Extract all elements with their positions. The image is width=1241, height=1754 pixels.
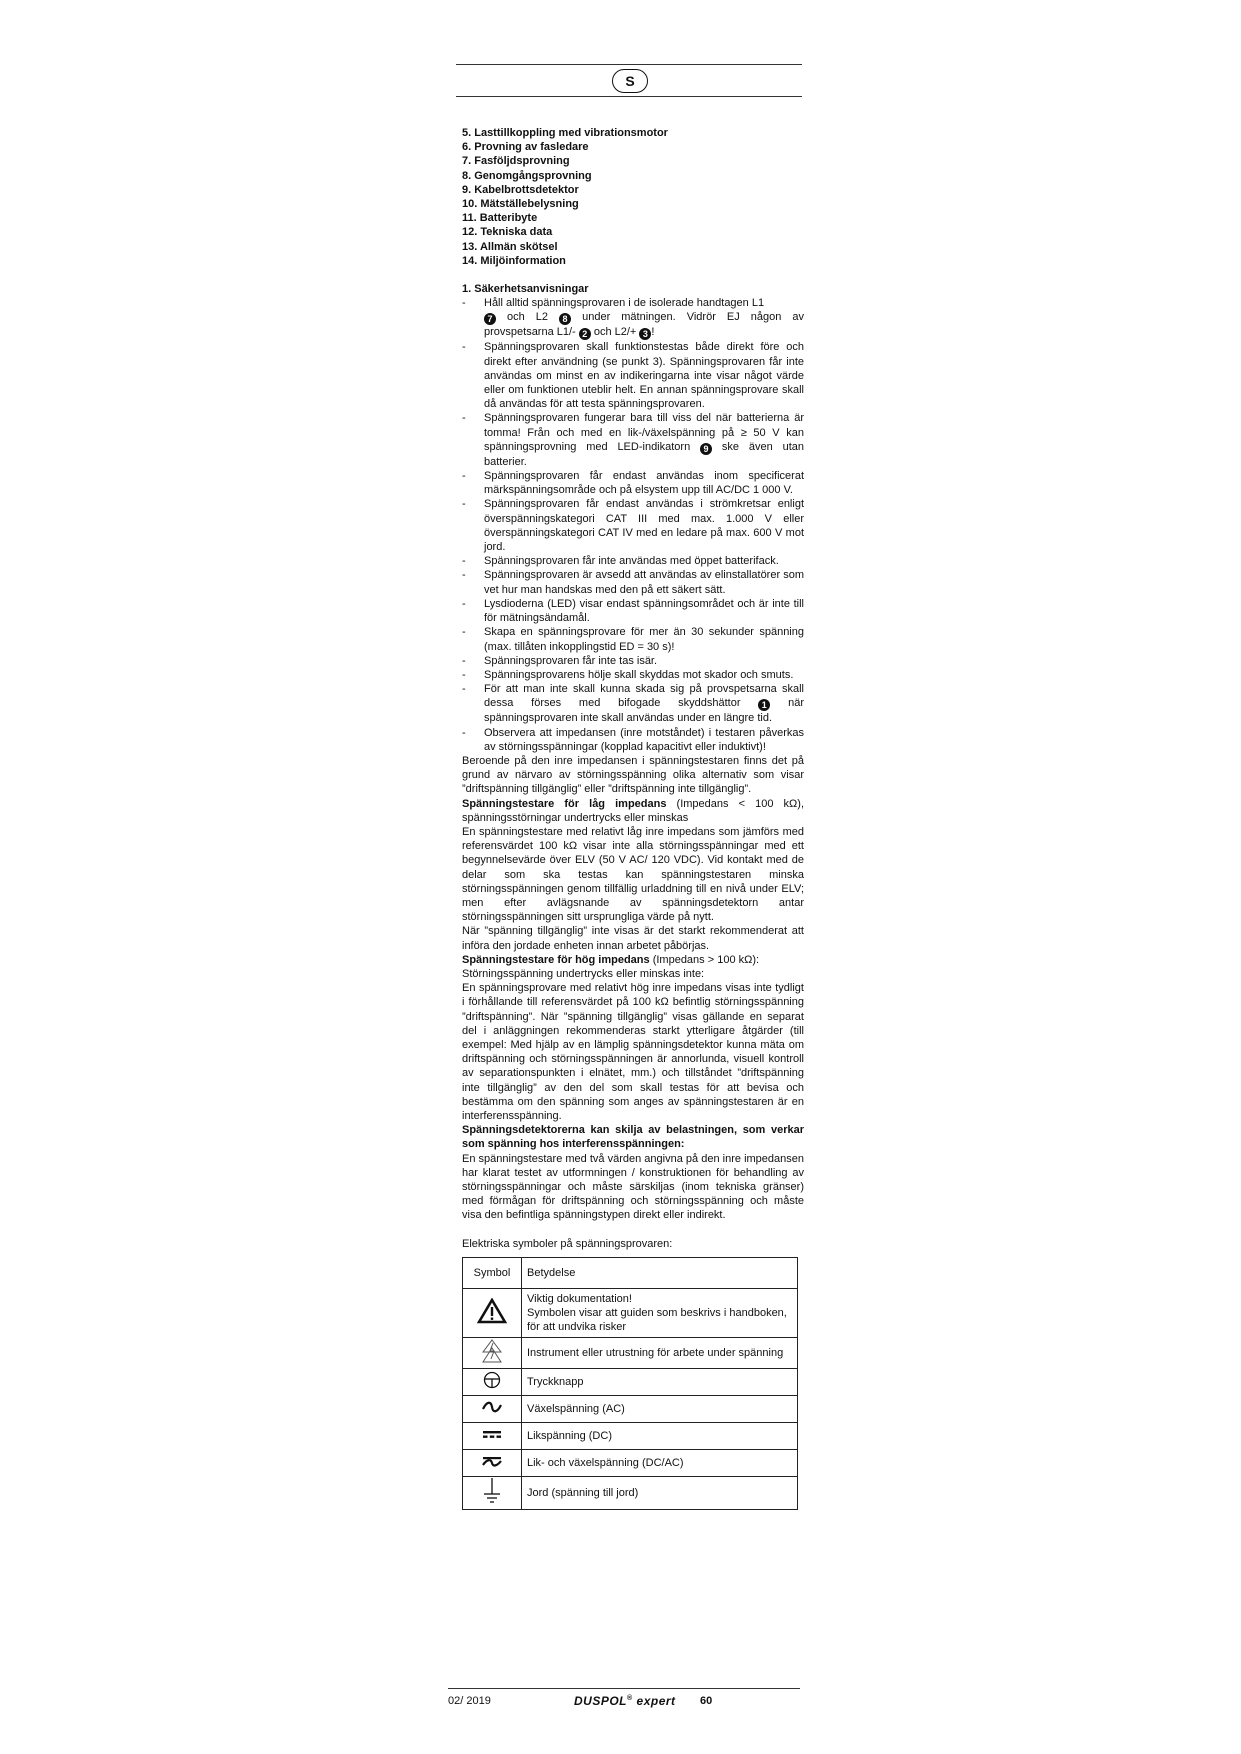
col-meaning-header: Betydelse: [522, 1257, 798, 1288]
safety-bullet: - Observera att impedansen (inre motståndet) i testaren påverkas av störningsspänningar (kopplad kapacitivt eller induktivt)!: [462, 726, 804, 753]
toc-item: 8. Genomgångsprovning: [462, 169, 592, 182]
safety-bullet: - För att man inte skall kunna skada sig på provspetsarna skall dessa förses med bifogade skyddshättor 1 när spänningsprovaren inte skall användas under en längre tid.: [462, 683, 804, 725]
part-number-badge: 8: [559, 313, 571, 325]
safety-bullet: - Spänningsprovaren är avsedd att användas av elinstallatörer som vet hur man handskas med den på ett säkert sätt.: [462, 569, 804, 596]
table-row: Viktig dokumentation! Symbolen visar att guiden som beskrivs i handboken, för att undvika risker: [463, 1288, 798, 1337]
part-number-badge: 7: [484, 313, 496, 325]
symbols-intro: Elektriska symboler på spänningsprovaren:: [462, 1237, 673, 1250]
part-number-badge: 1: [758, 699, 770, 711]
push-button-icon: [482, 1370, 502, 1390]
safety-bullet: - Skapa en spänningsprovare för mer än 30 sekunder spänning (max. tillåten inkopplingstid ED = 30 s)!: [462, 626, 804, 653]
table-row: Tryckknapp: [463, 1368, 798, 1395]
safety-bullet: - Spänningsprovaren får inte tas isär.: [462, 654, 658, 667]
safety-bullet: - Håll alltid spänningsprovaren i de isolerade handtagen L1 7 och L2 8 under mätningen. Vidrör EJ någon av provspetsarna L1/- 2 och L2/+ 3 !: [462, 297, 804, 340]
safety-bullet: - Spänningsprovarens hölje skall skyddas mot skador och smuts.: [462, 668, 794, 681]
table-row: Jord (spänning till jord): [463, 1476, 798, 1509]
page-number: 60: [700, 1695, 713, 1707]
paragraph: En spänningstestare med relativt låg inre impedans som jämförs med referensvärdet 100 kΩ visar inte alla störningsspänningar med ett begynnelsevärde över ELV (50 V AC/ 120 VDC). Vid kontakt med de delar som ska testas kan spänningstestaren minska störningsspänningen genom tillfällig urladdning till en nivå under ELV; men efter avlägsnande av spänningsdetektorn antar störningsspänningen sitt ursprungliga värde på nytt.: [462, 825, 804, 924]
header-rule-top: [456, 64, 802, 65]
language-badge: S: [612, 69, 648, 93]
paragraph: Beroende på den inre impedansen i spänningstestaren finns det på grund av närvaro av störningsspänning olika alternativ som visar ”driftspänning tillgänglig” eller ”driftspänning inte tillgänglig”.: [462, 754, 804, 796]
part-number-badge: 3: [639, 328, 651, 340]
live-work-icon: [482, 1339, 502, 1363]
brand-logo: DUSPOL® expert: [574, 1694, 676, 1708]
safety-bullet: - Lysdioderna (LED) visar endast spänningsområdet och är inte till för mätningsändamål.: [462, 597, 804, 625]
paragraph: När ”spänning tillgänglig” inte visas är det starkt rekommenderat att införa den jordade enheten innan arbetet påbörjas.: [462, 925, 804, 952]
paragraph: En spänningsprovare med relativt hög inre impedans visas inte tydligt i förhållande till referensvärdet på 100 kΩ befintlig störningsspänning ”driftspänning”. När ”spänning tillgänglig” visas gällande en separat del i anläggningen rekommenderas starkt ytterligare åtgärder (till exempel: Med hjälp av en lämplig spänningsdetektor kunna mäta om driftspänning och störningsspänningen är annorlunda, visuell kontroll av separationspunkten i elnätet, mm.) och tillståndet ”driftspänning inte tillgänglig” av den del som skall testas för att bevisa och bestämma om den spänning som anges av spänningstestaren är en interferensspänning.: [462, 982, 804, 1122]
toc-item: 9. Kabelbrottsdetektor: [462, 183, 579, 196]
footer-date: 02/ 2019: [448, 1695, 491, 1707]
toc-item: 12. Tekniska data: [462, 226, 553, 239]
toc-item: 10. Mätställebelysning: [462, 198, 579, 211]
dc-icon: [481, 1429, 503, 1439]
toc-item: 14. Miljöinformation: [462, 254, 566, 267]
paragraph: Störningsspänning undertrycks eller minskas inte:: [462, 967, 705, 980]
safety-bullet: - Spänningsprovaren skall funktionstestas både direkt före och direkt efter användning (se punkt 3). Spänningsprovaren får inte användas om minst en av indikeringarna inte visar något värde eller om funktionen uteblir helt. En annan spänningsprovare skall då användas för att testa spänningsprovaren.: [462, 341, 804, 411]
part-number-badge: 9: [700, 443, 712, 455]
toc-item: 11. Batteribyte: [462, 212, 538, 225]
paragraph: Spänningstestare för hög impedans (Impedans > 100 kΩ):: [462, 953, 760, 966]
part-number-badge: 2: [579, 328, 591, 340]
toc-item: 7. Fasföljdsprovning: [462, 155, 570, 168]
warning-triangle-icon: [477, 1298, 507, 1324]
table-row: Instrument eller utrustning för arbete under spänning: [463, 1337, 798, 1368]
safety-bullet: - Spänningsprovaren får endast användas inom specificerat märkspänningsområde och på elsystem upp till AC/DC 1 000 V.: [462, 470, 804, 497]
toc-item: 5. Lasttillkoppling med vibrationsmotor: [462, 127, 668, 139]
paragraph: Spänningsdetektorerna kan skilja av belastningen, som verkar som spänning hos interferensspänningen:: [462, 1124, 804, 1151]
safety-bullet: - Spänningsprovaren får endast användas i strömkretsar enligt överspänningskategori CAT III med max. 1.000 V eller överspänningskategori CAT IV med en ledare på max. 600 V mot jord.: [462, 498, 804, 554]
toc-item: 6. Provning av fasledare: [462, 141, 589, 154]
paragraph: En spänningstestare med två värden angivna på den inre impedansen har klarat testet av utformningen / konstruktionen för behandling av störningsspänningar och måste särskiljas (inom tekniska gränser) med förmågan för driftspänning och störningsspänning och måste visa den befintliga spänningstypen direkt eller indirekt.: [462, 1152, 804, 1222]
table-row: Växelspänning (AC): [463, 1395, 798, 1422]
table-row: Likspänning (DC): [463, 1422, 798, 1449]
table-of-contents: [462, 126, 804, 268]
col-symbol-header: Symbol: [463, 1257, 522, 1288]
safety-bullet: - Spänningsprovaren får inte användas med öppet batterifack.: [462, 555, 779, 568]
table-header-row: [463, 1257, 798, 1288]
symbols-table: [462, 1257, 798, 1510]
footer-rule: [448, 1688, 800, 1689]
header-rule-bottom: [456, 96, 802, 97]
dc-ac-icon: [481, 1455, 503, 1467]
table-row: Lik- och växelspänning (DC/AC): [463, 1449, 798, 1476]
safety-bullet: - Spänningsprovaren fungerar bara till viss del när batterierna är tomma! Från och med en lik-/växelspänning på ≥ 50 V kan spänningsprovning med LED-indikatorn 9 ske även utan batterier.: [462, 412, 804, 468]
earth-ground-icon: [482, 1477, 502, 1505]
page-content: [462, 126, 804, 1510]
section-title: 1. Säkerhetsanvisningar: [462, 283, 589, 296]
ac-icon: [481, 1401, 503, 1413]
paragraph: Spänningstestare för låg impedans (Impedans < 100 kΩ), spänningsstörningar undertrycks eller minskas: [462, 797, 804, 824]
toc-item: 13. Allmän skötsel: [462, 240, 558, 253]
